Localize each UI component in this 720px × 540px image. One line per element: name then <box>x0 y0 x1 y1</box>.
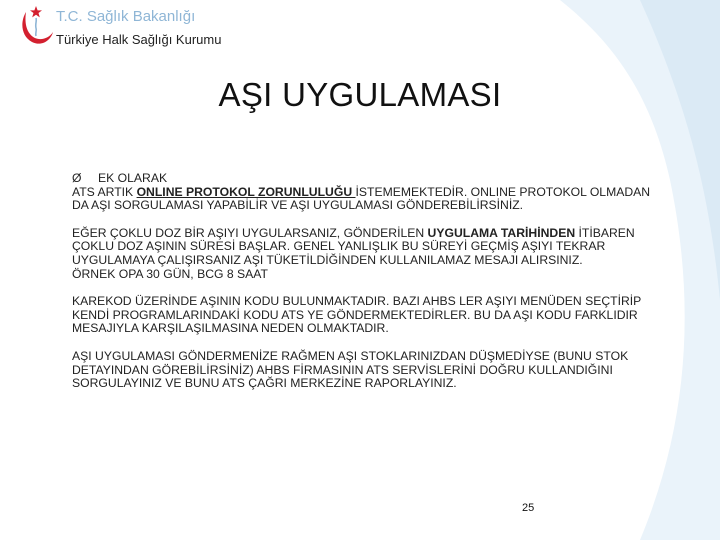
ministry-logo-icon <box>18 2 54 46</box>
arrow-bullet-icon: Ø <box>72 171 82 185</box>
paragraph-3: ÖRNEK OPA 30 GÜN, BCG 8 SAAT <box>72 266 268 281</box>
institute-name: Türkiye Halk Sağlığı Kurumu <box>56 32 222 47</box>
p1-emphasis: ONLINE PROTOKOL ZORUNLULUĞU <box>136 184 356 199</box>
paragraph-1 <box>72 186 662 213</box>
p1-text-start: ATS ARTIK <box>72 184 137 199</box>
slide-body <box>72 172 662 391</box>
bullet-text: EK OLARAK <box>98 171 168 185</box>
paragraph-4: KAREKOD ÜZERİNDE AŞININ KODU BULUNMAKTADIR. BAZI AHBS LER AŞIYI MENÜDEN SEÇTİRİP KENDİ PROGRAMLARINDAKİ KODU ATS YE GÖNDERMEKTEDİRLER. BU DA AŞI KODU FARKLIDIR MESAJIYLA KARŞILAŞILMASINA NEDEN OLMAKTADIR. <box>72 294 642 336</box>
header <box>18 2 358 50</box>
page-number: 25 <box>522 502 535 514</box>
paragraph-5: AŞI UYGULAMASI GÖNDERMENİZE RAĞMEN AŞI STOKLARINIZDAN DÜŞMEDİYSE (BUNU STOK DETAYINDAN GÖREBİLİRSİNİZ) AHBS FİRMASININ ATS SERVİSLERİNİ DOĞRU KULLANDIĞINI SORGULAYINIZ VE BUNU ATS ÇAĞRI MERKEZİNE RAPORLAYINIZ. <box>72 348 629 391</box>
paragraph-2 <box>72 227 662 268</box>
bullet-item <box>72 172 662 186</box>
ministry-name: T.C. Sağlık Bakanlığı <box>56 8 196 25</box>
p2-text-start: EĞER ÇOKLU DOZ BİR AŞIYI UYGULARSANIZ, GÖNDERİLEN <box>72 225 428 240</box>
slide-title: AŞI UYGULAMASI <box>218 76 502 113</box>
p2-emphasis: UYGULAMA TARİHİNDEN <box>427 225 579 240</box>
p1-text-end: İSTEMEMEKTEDİR. ONLINE PROTOKOL OLMADAN DA AŞI SORGULAMASI YAPABİLİR VE AŞI UYGULAMASI GÖNDEREBİLİRSİNİZ. <box>72 184 651 213</box>
p2-text-end: İTİBAREN ÇOKLU DOZ AŞININ SÜRESİ BAŞLAR. GENEL YANLIŞLIK BU SÜREYİ GEÇMİŞ AŞIYI TEKRAR UYGULAMAYA ÇALIŞIRSANIZ AŞI TÜKETİLDİĞİNDEN KULLANILAMAZ MESAJI ALIRSINIZ. <box>72 225 635 267</box>
